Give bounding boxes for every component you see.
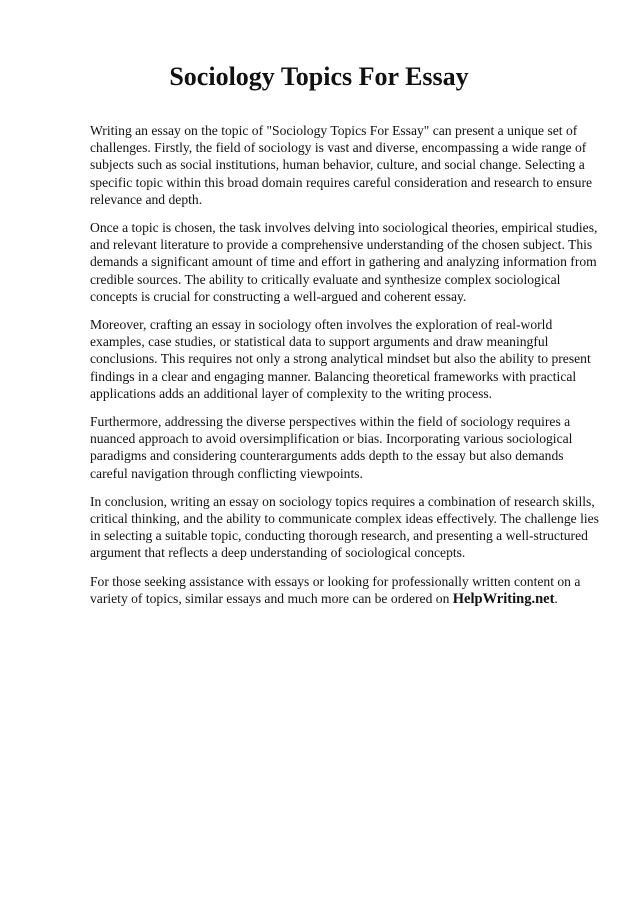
document-body	[90, 122, 600, 619]
paragraph-2: Once a topic is chosen, the task involves delving into sociological theories, empirical studies, and relevant literature to provide a comprehensive understanding of the chosen subject. This demands a significant amount of time and effort in gathering and analyzing information from credible sources. The ability to critically evaluate and synthesize complex sociological concepts is crucial for constructing a well-argued and coherent essay.	[90, 220, 598, 304]
paragraph-5: In conclusion, writing an essay on sociology topics requires a combination of research skills, critical thinking, and the ability to communicate complex ideas effectively. The challenge lies in selecting a suitable topic, conducting thorough research, and presenting a well-structured argument that reflects a deep understanding of sociological concepts.	[90, 493, 599, 561]
paragraph-4: Furthermore, addressing the diverse perspectives within the field of sociology requires a nuanced approach to avoid oversimplification or bias. Incorporating various sociological paradigms and considering counterarguments adds depth to the essay but also demands careful navigation through conflicting viewpoints.	[90, 414, 573, 481]
closing-punctuation: .	[554, 590, 558, 606]
closing-text: For those seeking assistance with essays or looking for professionally written content on a variety of topics, similar essays and much more can be ordered on	[90, 573, 581, 606]
paragraph-1: Writing an essay on the topic of "Sociology Topics For Essay" can present a unique set of challenges. Firstly, the field of sociology is vast and diverse, encompassing a wide range of subjects such as social institutions, human behavior, culture, and social change. Selecting a specific topic within this broad domain requires careful consideration and research to ensure relevance and depth.	[90, 123, 593, 207]
paragraph-3: Moreover, crafting an essay in sociology often involves the exploration of real-world examples, case studies, or statistical data to support arguments and draw meaningful conclusions. This requires not only a strong analytical mindset but also the ability to present findings in a clear and engaging manner. Balancing theoretical frameworks with practical applications adds an additional layer of complexity to the writing process.	[90, 317, 591, 401]
document-title: Sociology Topics For Essay	[169, 62, 469, 91]
helpwriting-link[interactable]: HelpWriting.net	[452, 590, 555, 607]
closing-paragraph	[90, 573, 600, 608]
